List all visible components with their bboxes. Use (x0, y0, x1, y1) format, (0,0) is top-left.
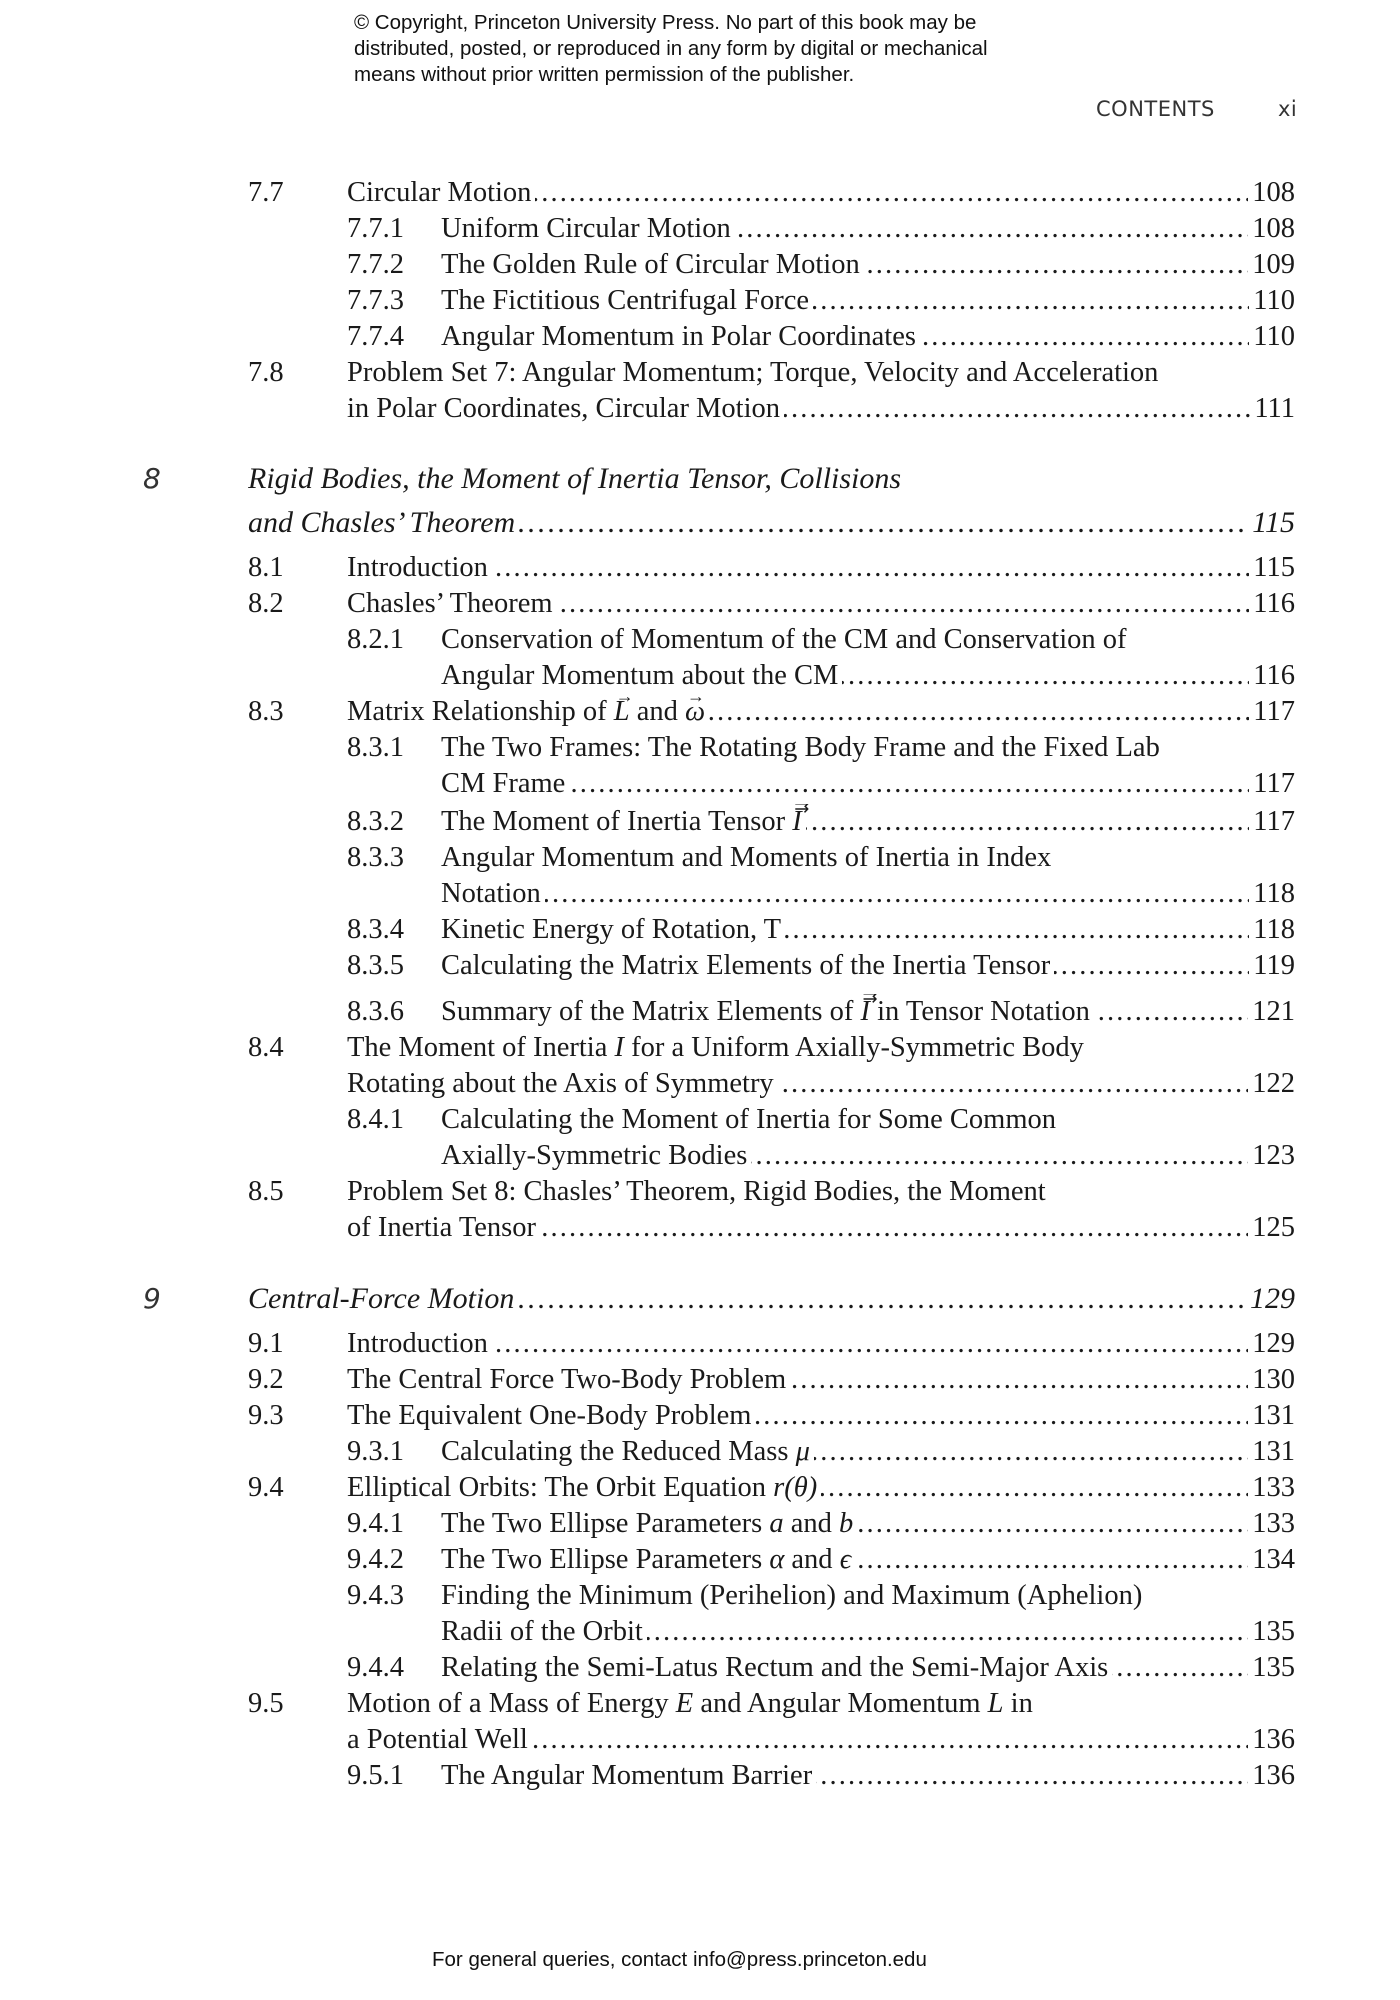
page-number: 135 (1248, 1614, 1295, 1650)
section-title-line1: Finding the Minimum (Perihelion) and Maximum (Aphelion) (441, 1580, 1146, 1611)
section-title-line1: Conservation of Momentum of the CM and Conservation of (441, 624, 1131, 655)
section-number: 9.4.1 (347, 1508, 404, 1539)
section-number: 8.4 (248, 1032, 284, 1063)
toc-entry-continuation[interactable] (0, 1138, 1400, 1174)
chapter-number: 8 (143, 462, 161, 495)
page-number: 118 (1249, 876, 1295, 912)
chapter-entry[interactable] (0, 461, 1400, 497)
toc-entry-continuation[interactable] (0, 1210, 1400, 1246)
toc-entry[interactable] (0, 1542, 1400, 1578)
toc-entry-continuation[interactable] (0, 1722, 1400, 1758)
chapter-title: Central-Force Motion (248, 1282, 518, 1315)
section-title-line1: Angular Momentum and Moments of Inertia in Index (441, 842, 1055, 873)
page-number: 117 (1249, 804, 1295, 840)
section-title: Elliptical Orbits: The Orbit Equation r(θ) (347, 1472, 821, 1503)
section-number: 9.5.1 (347, 1760, 404, 1791)
toc-entry[interactable] (0, 247, 1400, 283)
section-number: 8.2 (248, 588, 284, 619)
section-number: 7.7.3 (347, 285, 404, 316)
toc-entry[interactable] (0, 1506, 1400, 1542)
section-title-line2: Axially-Symmetric Bodies (441, 1140, 751, 1171)
page-number: 116 (1249, 658, 1295, 694)
section-title: The Angular Momentum Barrier (441, 1760, 816, 1791)
section-title: The Two Ellipse Parameters α and ϵ (441, 1544, 855, 1575)
section-title: Summary of the Matrix Elements of ⇉ I in Tensor Notation (441, 996, 1094, 1027)
toc-entry-continuation[interactable] (0, 658, 1400, 694)
toc-entry[interactable] (0, 1102, 1400, 1138)
symbol-a: a (769, 1508, 784, 1539)
page-number: 131 (1248, 1434, 1295, 1470)
toc-entry[interactable] (0, 175, 1400, 211)
section-title-line1: The Two Frames: The Rotating Body Frame and the Fixed Lab (441, 732, 1164, 763)
section-title: The Golden Rule of Circular Motion (441, 249, 864, 280)
page-number: 133 (1248, 1470, 1295, 1506)
section-number: 8.3.3 (347, 842, 404, 873)
symbol-I: I (614, 1032, 624, 1063)
vector-omega-symbol: → ω (685, 694, 705, 730)
section-number: 7.7.1 (347, 213, 404, 244)
section-title: Introduction (347, 1328, 492, 1359)
section-number: 9.3 (248, 1400, 284, 1431)
tensor-I-symbol: ⇉ I (792, 804, 802, 840)
section-number: 8.3 (248, 696, 284, 727)
section-number: 9.4 (248, 1472, 284, 1503)
section-number: 8.4.1 (347, 1104, 404, 1135)
page-number: 135 (1248, 1650, 1295, 1686)
page-number: 133 (1248, 1506, 1295, 1542)
page-number: 131 (1248, 1398, 1295, 1434)
toc-entry[interactable] (0, 283, 1400, 319)
section-title: The Central Force Two-Body Problem (347, 1364, 790, 1395)
section-number: 7.7 (248, 177, 284, 208)
page-number: 129 (1246, 1281, 1295, 1317)
section-title-line2: Notation (441, 878, 545, 909)
copyright-line: means without prior written permission of the publisher. (354, 63, 855, 86)
toc-entry-continuation[interactable] (0, 876, 1400, 912)
toc-entry[interactable] (0, 586, 1400, 622)
page-number: 108 (1248, 211, 1295, 247)
page-number: 119 (1249, 948, 1295, 984)
toc-entry[interactable] (0, 1434, 1400, 1470)
section-title: Chasles’ Theorem (347, 588, 557, 619)
section-number: 9.4.2 (347, 1544, 404, 1575)
section-title: Uniform Circular Motion (441, 213, 735, 244)
copyright-line: distributed, posted, or reproduced in any form by digital or mechanical (354, 37, 988, 60)
page-number: 110 (1249, 319, 1295, 355)
symbol-mu: μ (795, 1436, 810, 1467)
page-number: 110 (1249, 283, 1295, 319)
vector-L-symbol: → L (614, 694, 630, 730)
chapter-title-line1: Rigid Bodies, the Moment of Inertia Tensor, Collisions (248, 462, 905, 495)
section-title-line2: in Polar Coordinates, Circular Motion (347, 393, 784, 424)
section-number: 9.4.4 (347, 1652, 404, 1683)
page-number: 116 (1249, 586, 1295, 622)
section-title-line2: Rotating about the Axis of Symmetry (347, 1068, 778, 1099)
section-number: 8.3.4 (347, 914, 404, 945)
toc-entry[interactable] (0, 994, 1400, 1030)
section-number: 7.7.2 (347, 249, 404, 280)
toc-entry[interactable] (0, 1326, 1400, 1362)
section-number: 9.3.1 (347, 1436, 404, 1467)
toc-entry[interactable] (0, 355, 1400, 391)
section-title-line1: Problem Set 8: Chasles’ Theorem, Rigid Bodies, the Moment (347, 1176, 1050, 1207)
chapter-title-line2: and Chasles’ Theorem (248, 506, 519, 539)
section-number: 8.3.6 (347, 996, 404, 1027)
section-number: 9.1 (248, 1328, 284, 1359)
page-number: 115 (1249, 550, 1295, 586)
section-title: Introduction (347, 552, 492, 583)
section-number: 8.3.1 (347, 732, 404, 763)
tensor-I-symbol: ⇉ I (861, 994, 871, 1030)
section-title: Matrix Relationship of → L and → ω (347, 696, 709, 727)
section-title: Kinetic Energy of Rotation, T (441, 914, 785, 945)
toc-entry[interactable] (0, 1470, 1400, 1506)
toc-entry[interactable] (0, 840, 1400, 876)
running-head-page-number: xi (1278, 97, 1298, 121)
toc-entry[interactable] (0, 1030, 1400, 1066)
section-number: 8.2.1 (347, 624, 404, 655)
section-title: The Two Ellipse Parameters a and b (441, 1508, 857, 1539)
symbol-alpha: α (769, 1544, 785, 1575)
section-number: 8.1 (248, 552, 284, 583)
page-number: 117 (1249, 694, 1295, 730)
toc-entry-continuation[interactable] (0, 391, 1400, 427)
chapter-entry[interactable] (0, 1281, 1400, 1317)
page-number: 109 (1248, 247, 1295, 283)
page-number: 125 (1248, 1210, 1295, 1246)
symbol-b: b (838, 1508, 854, 1539)
section-title: Calculating the Matrix Elements of the Inertia Tensor (441, 950, 1054, 981)
toc-entry[interactable] (0, 1578, 1400, 1614)
section-number: 8.3.2 (347, 806, 404, 837)
section-title-line1: Calculating the Moment of Inertia for Some Common (441, 1104, 1060, 1135)
toc-entry[interactable] (0, 730, 1400, 766)
section-title: Relating the Semi-Latus Rectum and the Semi-Major Axis (441, 1652, 1112, 1683)
toc-entry[interactable] (0, 1398, 1400, 1434)
page-number: 123 (1248, 1138, 1295, 1174)
symbol-E: E (675, 1688, 694, 1719)
toc-entry[interactable] (0, 948, 1400, 984)
page-number: 111 (1250, 391, 1295, 427)
toc-entry[interactable] (0, 1758, 1400, 1794)
section-number: 9.5 (248, 1688, 284, 1719)
toc-entry[interactable] (0, 804, 1400, 840)
section-title: The Moment of Inertia Tensor ⇉ I (441, 806, 806, 837)
toc-entry[interactable] (0, 912, 1400, 948)
toc-entry[interactable] (0, 694, 1400, 730)
chapter-number: 9 (143, 1282, 161, 1315)
page-number: 129 (1248, 1326, 1295, 1362)
copyright-line: © Copyright, Princeton University Press. No part of this book may be (354, 11, 977, 34)
toc-entry[interactable] (0, 622, 1400, 658)
section-title-line2: CM Frame (441, 768, 569, 799)
running-head-label: CONTENTS (1096, 97, 1215, 121)
symbol-L: L (987, 1688, 1004, 1719)
toc-entry[interactable] (0, 211, 1400, 247)
page-number: 136 (1248, 1722, 1295, 1758)
page-number: 122 (1248, 1066, 1295, 1102)
section-title-line2: of Inertia Tensor (347, 1212, 540, 1243)
section-title: The Equivalent One-Body Problem (347, 1400, 755, 1431)
toc-entry[interactable] (0, 1362, 1400, 1398)
section-title-line2: a Potential Well (347, 1724, 532, 1755)
toc-entry[interactable] (0, 1686, 1400, 1722)
page-number: 108 (1248, 175, 1295, 211)
section-title: Angular Momentum in Polar Coordinates (441, 321, 920, 352)
section-title-line2: Radii of the Orbit (441, 1616, 647, 1647)
page-number: 121 (1248, 994, 1295, 1030)
section-number: 8.5 (248, 1176, 284, 1207)
toc-entry[interactable] (0, 550, 1400, 586)
page-number: 136 (1248, 1758, 1295, 1794)
toc-entry[interactable] (0, 319, 1400, 355)
section-number: 9.4.3 (347, 1580, 404, 1611)
chapter-entry-continuation[interactable] (0, 505, 1400, 541)
page-number: 134 (1248, 1542, 1295, 1578)
section-number: 7.8 (248, 357, 284, 388)
symbol-r-theta: r(θ) (773, 1472, 818, 1503)
toc-entry-continuation[interactable] (0, 766, 1400, 802)
page-number: 117 (1249, 766, 1295, 802)
section-title: Circular Motion (347, 177, 535, 208)
toc-entry-continuation[interactable] (0, 1066, 1400, 1102)
page-number: 130 (1248, 1362, 1295, 1398)
section-number: 8.3.5 (347, 950, 404, 981)
section-title: The Fictitious Centrifugal Force (441, 285, 813, 316)
section-title-line2: Angular Momentum about the CM (441, 660, 842, 691)
section-number: 9.2 (248, 1364, 284, 1395)
section-number: 7.7.4 (347, 321, 404, 352)
toc-entry[interactable] (0, 1174, 1400, 1210)
section-title-line1: Motion of a Mass of Energy E and Angular Momentum L in (347, 1688, 1037, 1719)
toc-entry[interactable] (0, 1650, 1400, 1686)
symbol-epsilon: ϵ (839, 1544, 852, 1575)
page-number: 115 (1248, 505, 1295, 541)
section-title-line1: The Moment of Inertia I for a Uniform Axially-Symmetric Body (347, 1032, 1088, 1063)
section-title-line1: Problem Set 7: Angular Momentum; Torque, Velocity and Acceleration (347, 357, 1162, 388)
page-number: 118 (1249, 912, 1295, 948)
section-title: Calculating the Reduced Mass μ (441, 1436, 814, 1467)
toc-entry-continuation[interactable] (0, 1614, 1400, 1650)
footer-contact: For general queries, contact info@press.princeton.edu (432, 1948, 927, 1971)
